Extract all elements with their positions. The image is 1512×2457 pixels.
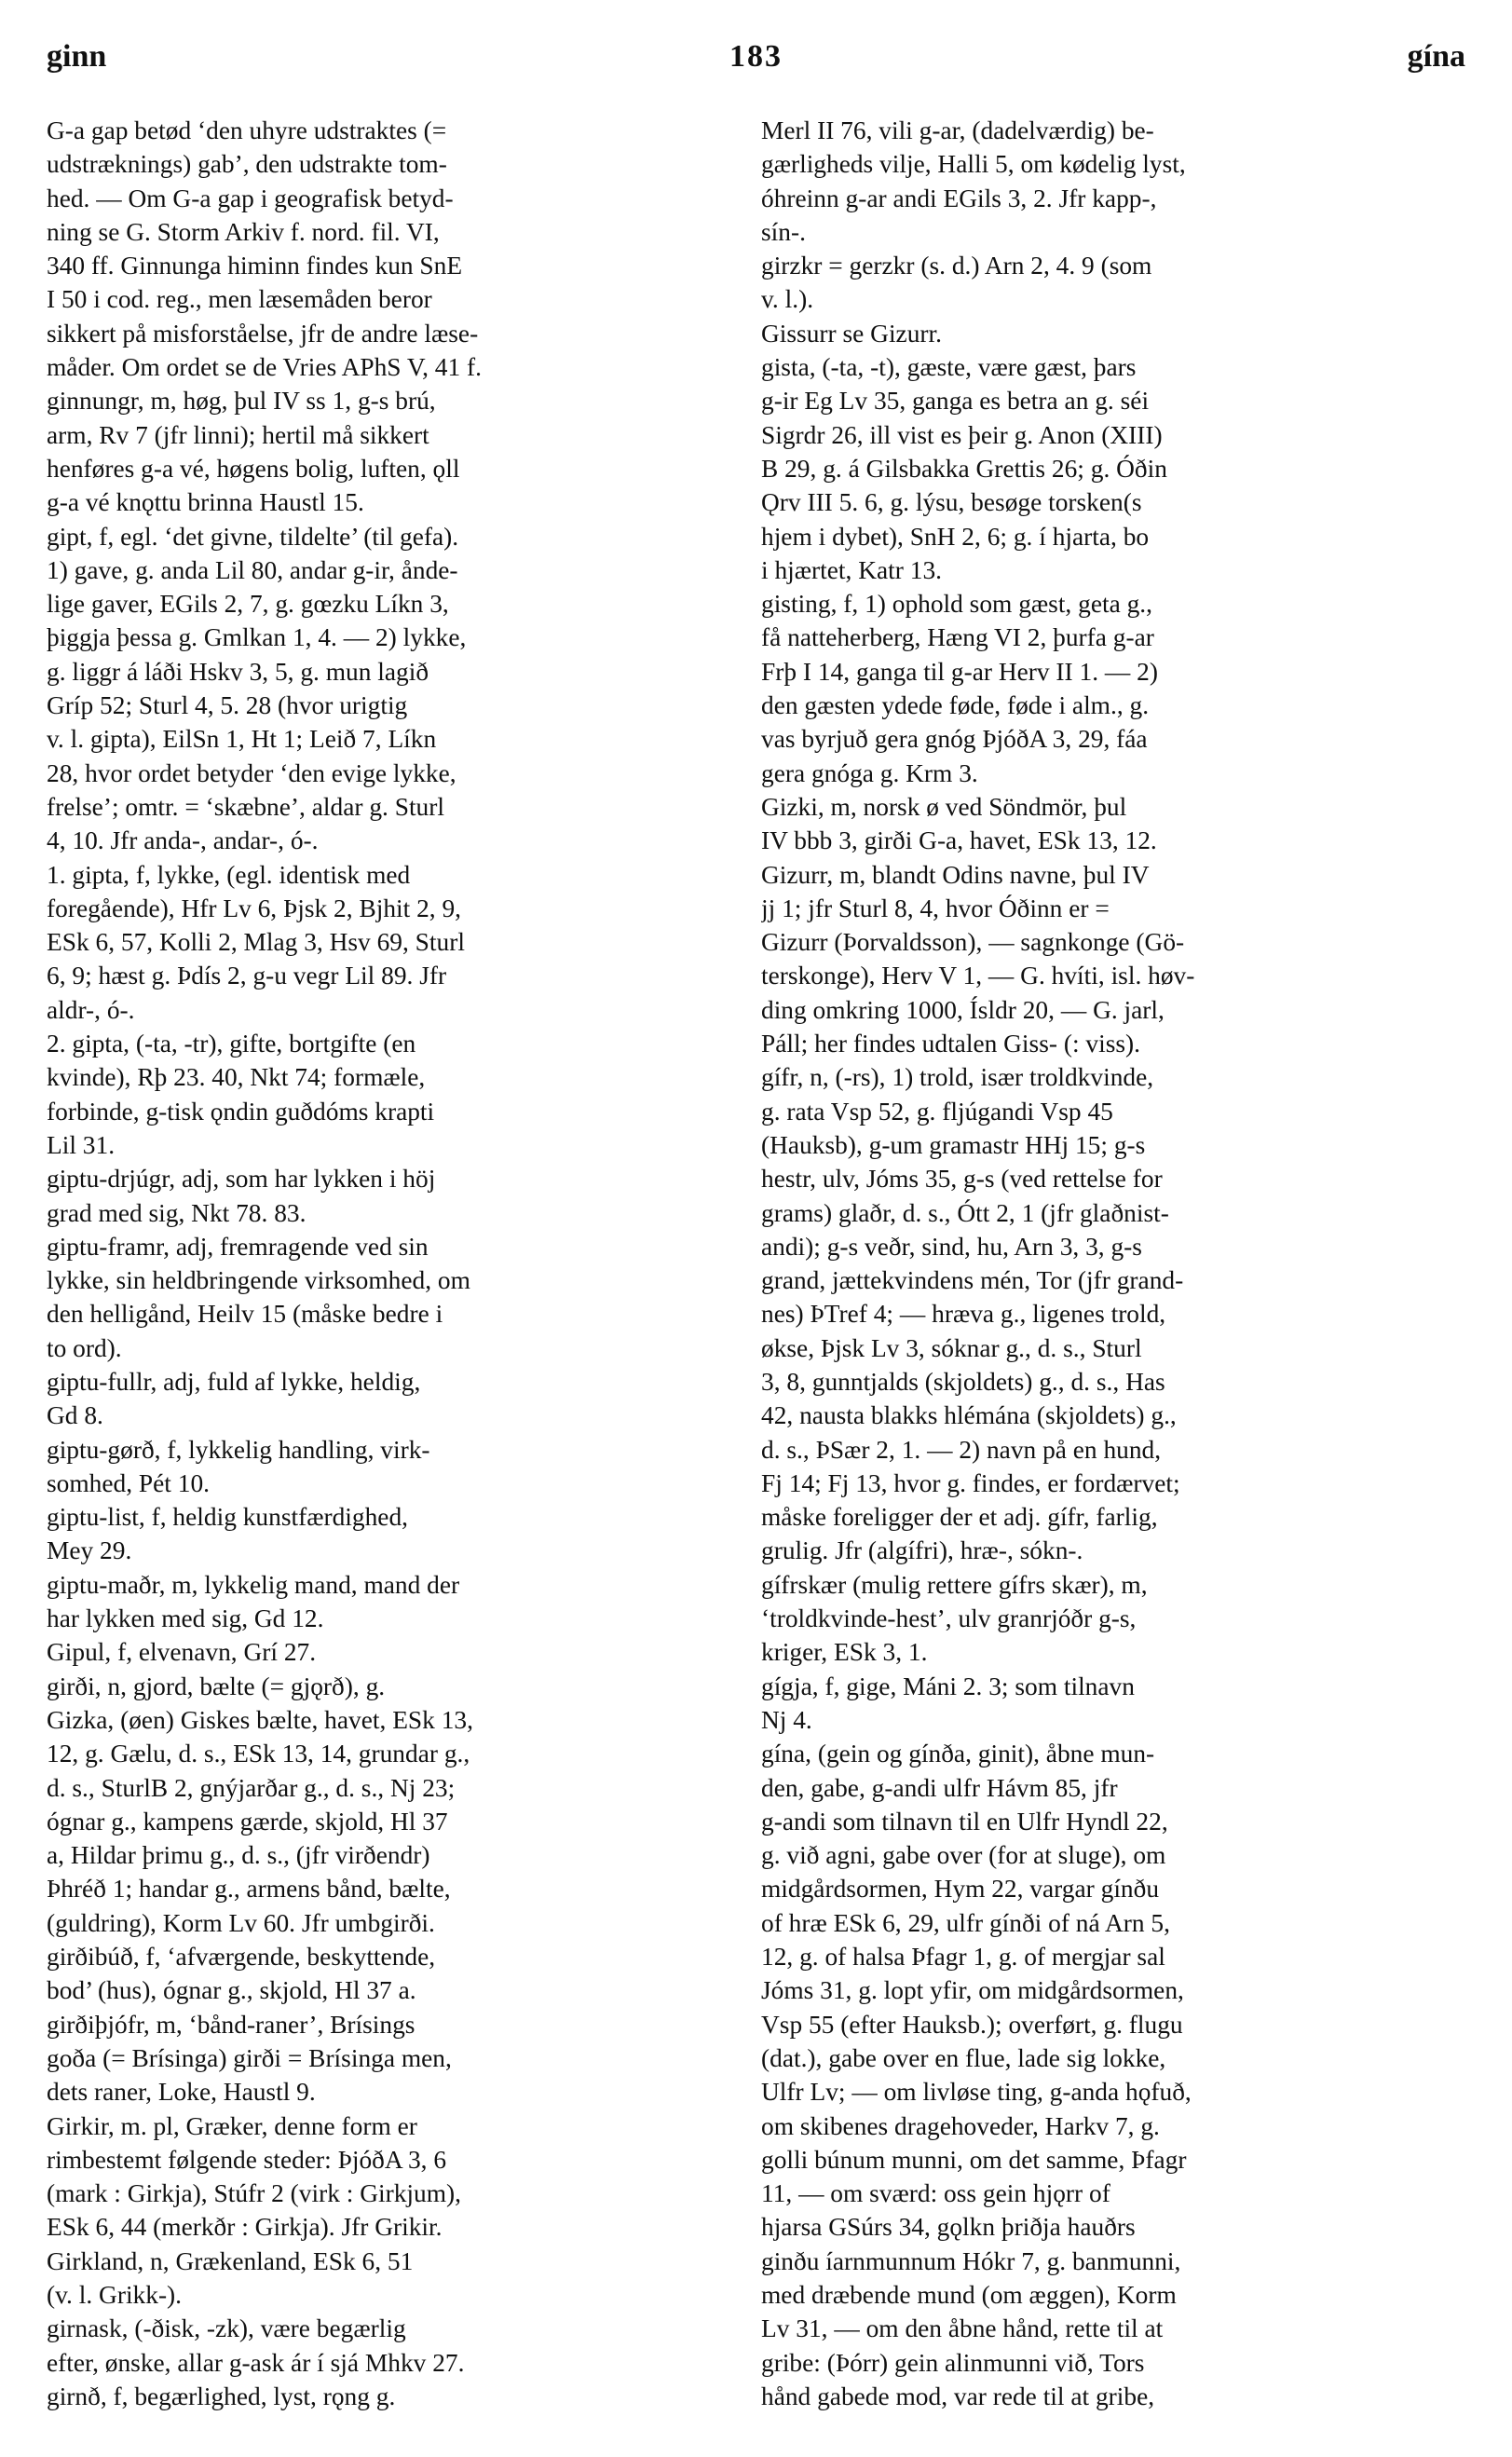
text-line: Lil 31. xyxy=(47,1130,116,1159)
text-line: giptu-list, f, heldig kunstfærdighed, xyxy=(47,1503,409,1532)
text-line: sikkert på misforståelse, jfr de andre læse- xyxy=(47,319,479,348)
text-line: giptu-fullr, adj, fuld af lykke, heldig, xyxy=(47,1367,421,1396)
text-line: midgårdsormen, Hym 22, vargar gínðu xyxy=(761,1875,1160,1904)
text-line: grams) glaðr, d. s., Ótt 2, 1 (jfr glaðnist- xyxy=(761,1198,1169,1227)
text-line: óhreinn g-ar andi EGils 3, 2. Jfr kapp-, xyxy=(761,184,1157,212)
text-line: i hjærtet, Katr 13. xyxy=(761,555,942,584)
text-line: girðibúð, f, ‘afværgende, beskyttende, xyxy=(47,1943,436,1972)
text-line: girzkr = gerzkr (s. d.) Arn 2, 4. 9 (som xyxy=(761,252,1152,280)
text-line: g. við agni, gabe over (for at sluge), om xyxy=(761,1841,1166,1870)
text-line: den gæsten ydede føde, føde i alm., g. xyxy=(761,691,1150,720)
text-line: gífr, n, (-rs), 1) trold, især troldkvinde, xyxy=(761,1063,1154,1092)
text-line: ‘troldkvinde-hest’, ulv granrjóðr g-s, xyxy=(761,1604,1137,1633)
text-line: Gipul, f, elvenavn, Grí 27. xyxy=(47,1638,317,1667)
text-line: gígja, f, gige, Máni 2. 3; som tilnavn xyxy=(761,1672,1135,1700)
text-line: 12, g. Gælu, d. s., ESk 13, 14, grundar g., xyxy=(47,1740,470,1768)
text-line: giptu-drjúgr, adj, som har lykken i höj xyxy=(47,1165,436,1194)
page-header xyxy=(47,39,1465,86)
text-line: 4, 10. Jfr anda-, andar-, ó-. xyxy=(47,826,319,855)
right-column xyxy=(761,114,1434,2434)
text-line: bod’ (hus), ógnar g., skjold, Hl 37 a. xyxy=(47,1976,416,2005)
text-line: hjem i dybet), SnH 2, 6; g. í hjarta, bo xyxy=(761,522,1150,551)
text-line: g-andi som tilnavn til en Ulfr Hyndl 22, xyxy=(761,1807,1168,1836)
text-line: hjarsa GSúrs 34, gǫlkn þriðja hauðrs xyxy=(761,2213,1136,2242)
text-line: somhed, Pét 10. xyxy=(47,1468,210,1497)
text-line: of hræ ESk 6, 29, ulfr gínði of ná Arn 5, xyxy=(761,1908,1170,1937)
text-line: ginnungr, m, høg, þul IV ss 1, g-s brú, xyxy=(47,387,436,416)
text-line: få natteherberg, Hæng VI 2, þurfa g-ar xyxy=(761,623,1154,652)
text-line: gipt, f, egl. ‘det givne, tildelte’ (til gefa). xyxy=(47,522,459,551)
text-line: grad med sig, Nkt 78. 83. xyxy=(47,1198,306,1227)
text-line: terskonge), Herv V 1, — G. hvíti, isl. høv- xyxy=(761,962,1195,990)
text-line: v. l.). xyxy=(761,285,814,314)
text-line: henføres g-a vé, høgens bolig, luften, ǫll xyxy=(47,454,460,483)
text-line: 11, — om sværd: oss gein hjǫrr of xyxy=(761,2179,1110,2208)
text-line: måske foreligger der et adj. gífr, farlig, xyxy=(761,1503,1158,1532)
text-line: nes) ÞTref 4; — hræva g., ligenes trold, xyxy=(761,1300,1166,1329)
text-line: to ord). xyxy=(47,1333,122,1362)
text-line: udstræknings) gab’, den udstrakte tom- xyxy=(47,150,447,179)
text-line: Frþ I 14, ganga til g-ar Herv II 1. — 2) xyxy=(761,657,1158,686)
text-line: gera gnóga g. Krm 3. xyxy=(761,758,978,787)
text-line: gisting, f, 1) ophold som gæst, geta g., xyxy=(761,590,1152,619)
running-head-right: gína xyxy=(1407,39,1465,74)
text-line: girnð, f, begærlighed, lyst, rǫng g. xyxy=(47,2382,396,2410)
text-line: 3, 8, gunntjalds (skjoldets) g., d. s., Has xyxy=(761,1367,1165,1396)
text-line: ógnar g., kampens gærde, skjold, Hl 37 xyxy=(47,1807,448,1836)
text-line: Ulfr Lv; — om livløse ting, g-anda hǫfuð, xyxy=(761,2078,1192,2107)
text-line: Girkir, m. pl, Græker, denne form er xyxy=(47,2111,417,2140)
text-line: (mark : Girkja), Stúfr 2 (virk : Girkjum), xyxy=(47,2179,462,2208)
text-line: den, gabe, g-andi ulfr Hávm 85, jfr xyxy=(761,1773,1118,1802)
text-line: kriger, ESk 3, 1. xyxy=(761,1638,928,1667)
text-line: grand, jættekvindens mén, Tor (jfr grand- xyxy=(761,1266,1184,1295)
running-head-left: ginn xyxy=(47,39,107,74)
text-line: rimbestemt følgende steder: ÞjóðA 3, 6 xyxy=(47,2145,447,2174)
text-line: (Hauksb), g-um gramastr HHj 15; g-s xyxy=(761,1130,1146,1159)
text-line: girði, n, gjord, bælte (= gjǫrð), g. xyxy=(47,1672,386,1700)
text-line: Nj 4. xyxy=(761,1705,812,1734)
text-line: giptu-framr, adj, fremragende ved sin xyxy=(47,1232,429,1261)
left-column xyxy=(47,114,719,2434)
text-line: Gizurr (Þorvaldsson), — sagnkonge (Gö- xyxy=(761,928,1185,957)
text-line: Gizka, (øen) Giskes bælte, havet, ESk 13, xyxy=(47,1705,473,1734)
text-line: golli búnum munni, om det samme, Þfagr xyxy=(761,2145,1187,2174)
text-line: kvinde), Rþ 23. 40, Nkt 74; formæle, xyxy=(47,1063,426,1092)
text-line: lige gaver, EGils 2, 7, g. gœzku Líkn 3, xyxy=(47,590,449,619)
text-line: B 29, g. á Gilsbakka Grettis 26; g. Óðin xyxy=(761,454,1167,483)
text-line: andi); g-s veðr, sind, hu, Arn 3, 3, g-s xyxy=(761,1232,1142,1261)
text-line: Merl II 76, vili g-ar, (dadelværdig) be- xyxy=(761,116,1154,144)
text-line: 340 ff. Ginnunga himinn findes kun SnE xyxy=(47,252,463,280)
text-line: dets raner, Loke, Haustl 9. xyxy=(47,2078,316,2107)
text-line: g-ir Eg Lv 35, ganga es betra an g. séi xyxy=(761,387,1150,416)
text-line: I 50 i cod. reg., men læsemåden beror xyxy=(47,285,432,314)
text-line: aldr-, ó-. xyxy=(47,995,135,1024)
text-line: 1) gave, g. anda Lil 80, andar g-ir, ånde- xyxy=(47,555,458,584)
text-line: 6, 9; hæst g. Þdís 2, g-u vegr Lil 89. Jfr xyxy=(47,962,447,990)
text-line: hestr, ulv, Jóms 35, g-s (ved rettelse for xyxy=(761,1165,1163,1194)
text-line: goða (= Brísinga) girði = Brísinga men, xyxy=(47,2043,452,2072)
text-line: med dræbende mund (om æggen), Korm xyxy=(761,2281,1177,2309)
text-line: lykke, sin heldbringende virksomhed, om xyxy=(47,1266,470,1295)
text-line: efter, ønske, allar g-ask ár í sjá Mhkv 27. xyxy=(47,2348,465,2377)
text-line: G-a gap betød ‘den uhyre udstraktes (= xyxy=(47,116,447,144)
page-number: 183 xyxy=(729,39,783,74)
text-line: gífrskær (mulig rettere gífrs skær), m, xyxy=(761,1570,1148,1599)
text-line: Þhréð 1; handar g., armens bånd, bælte, xyxy=(47,1875,451,1904)
text-line: 12, g. of halsa Þfagr 1, g. of mergjar sal xyxy=(761,1943,1165,1972)
text-line: Girkland, n, Grækenland, ESk 6, 51 xyxy=(47,2246,414,2275)
text-line: forbinde, g-tisk ǫndin guðdóms krapti xyxy=(47,1097,435,1126)
text-line: ding omkring 1000, Ísldr 20, — G. jarl, xyxy=(761,995,1165,1024)
text-line: hånd gabede mod, var rede til at gribe, xyxy=(761,2382,1155,2410)
text-line: g-a vé knǫttu brinna Haustl 15. xyxy=(47,488,364,517)
text-line: Gizki, m, norsk ø ved Söndmör, þul xyxy=(761,792,1127,821)
text-line: gista, (-ta, -t), gæste, være gæst, þars xyxy=(761,353,1137,382)
text-line: vas byrjuð gera gnóg ÞjóðA 3, 29, fáa xyxy=(761,725,1148,754)
text-line: Jóms 31, g. lopt yfir, om midgårdsormen, xyxy=(761,1976,1184,2005)
text-line: d. s., ÞSær 2, 1. — 2) navn på en hund, xyxy=(761,1435,1162,1464)
text-line: om skibenes dragehoveder, Harkv 7, g. xyxy=(761,2111,1160,2140)
text-line: girnask, (-ðisk, -zk), være begærlig xyxy=(47,2314,406,2343)
text-line: Sigrdr 26, ill vist es þeir g. Anon (XIII) xyxy=(761,420,1163,449)
text-line: giptu-maðr, m, lykkelig mand, mand der xyxy=(47,1570,460,1599)
text-line: måder. Om ordet se de Vries APhS V, 41 f. xyxy=(47,353,483,382)
text-line: gribe: (Þórr) gein alinmunni við, Tors xyxy=(761,2348,1145,2377)
text-line: jj 1; jfr Sturl 8, 4, hvor Óðinn er = xyxy=(761,894,1110,922)
text-line: Vsp 55 (efter Hauksb.); overført, g. flugu xyxy=(761,2010,1183,2039)
text-line: g. liggr á láði Hskv 3, 5, g. mun lagið xyxy=(47,657,429,686)
text-line: Lv 31, — om den åbne hånd, rette til at xyxy=(761,2314,1164,2343)
text-line: grulig. Jfr (algífri), hræ-, sókn-. xyxy=(761,1536,1083,1565)
text-line: giptu-gørð, f, lykkelig handling, virk- xyxy=(47,1435,430,1464)
text-line: gærligheds vilje, Halli 5, om kødelig lyst, xyxy=(761,150,1186,179)
text-line: (guldring), Korm Lv 60. Jfr umbgirði. xyxy=(47,1908,435,1937)
text-line: har lykken med sig, Gd 12. xyxy=(47,1604,324,1633)
text-line: Gissurr se Gizurr. xyxy=(761,319,942,348)
text-line: sín-. xyxy=(761,217,806,246)
text-line: (dat.), gabe over en flue, lade sig lokke, xyxy=(761,2043,1166,2072)
text-line: ESk 6, 44 (merkðr : Girkja). Jfr Grikir. xyxy=(47,2213,443,2242)
text-line: ning se G. Storm Arkiv f. nord. fil. VI, xyxy=(47,217,440,246)
text-line: þiggja þessa g. Gmlkan 1, 4. — 2) lykke, xyxy=(47,623,467,652)
text-line: arm, Rv 7 (jfr linni); hertil må sikkert xyxy=(47,420,429,449)
text-line: Gizurr, m, blandt Odins navne, þul IV xyxy=(761,860,1150,889)
text-line: frelse’; omtr. = ‘skæbne’, aldar g. Sturl xyxy=(47,792,444,821)
text-line: g. rata Vsp 52, g. fljúgandi Vsp 45 xyxy=(761,1097,1113,1126)
text-line: ESk 6, 57, Kolli 2, Mlag 3, Hsv 69, Sturl xyxy=(47,928,465,957)
text-line: IV bbb 3, girði G-a, havet, ESk 13, 12. xyxy=(761,826,1157,855)
text-line: 28, hvor ordet betyder ‘den evige lykke, xyxy=(47,758,456,787)
text-line: (v. l. Grikk-). xyxy=(47,2281,183,2309)
text-line: a, Hildar þrimu g., d. s., (jfr virðendr) xyxy=(47,1841,430,1870)
text-line: ginðu íarnmunnum Hókr 7, g. banmunni, xyxy=(761,2246,1181,2275)
text-line: Ǫrv III 5. 6, g. lýsu, besøge torsken(s xyxy=(761,488,1142,517)
text-line: foregående), Hfr Lv 6, Þjsk 2, Bjhit 2, 9, xyxy=(47,894,462,922)
text-line: 42, nausta blakks hlémána (skjoldets) g., xyxy=(761,1401,1177,1430)
text-line: 2. gipta, (-ta, -tr), gifte, bortgifte (en xyxy=(47,1030,416,1058)
text-line: Fj 14; Fj 13, hvor g. findes, er fordærvet; xyxy=(761,1468,1180,1497)
text-line: gína, (gein og gínða, ginit), åbne mun- xyxy=(761,1740,1155,1768)
text-line: Páll; her findes udtalen Giss- (: viss). xyxy=(761,1030,1140,1058)
text-line: hed. — Om G-a gap i geografisk betyd- xyxy=(47,184,454,212)
text-line: Gd 8. xyxy=(47,1401,103,1430)
text-line: 1. gipta, f, lykke, (egl. identisk med xyxy=(47,860,411,889)
text-line: økse, Þjsk Lv 3, sóknar g., d. s., Sturl xyxy=(761,1333,1142,1362)
text-line: girðiþjófr, m, ‘bånd-raner’, Brísings xyxy=(47,2010,415,2039)
text-line: d. s., SturlB 2, gnýjarðar g., d. s., Nj 23; xyxy=(47,1773,456,1802)
text-line: Gríp 52; Sturl 4, 5. 28 (hvor urigtig xyxy=(47,691,408,720)
text-line: den helligånd, Heilv 15 (måske bedre i xyxy=(47,1300,443,1329)
text-line: v. l. gipta), EilSn 1, Ht 1; Leið 7, Líkn xyxy=(47,725,437,754)
text-line: Mey 29. xyxy=(47,1536,132,1565)
